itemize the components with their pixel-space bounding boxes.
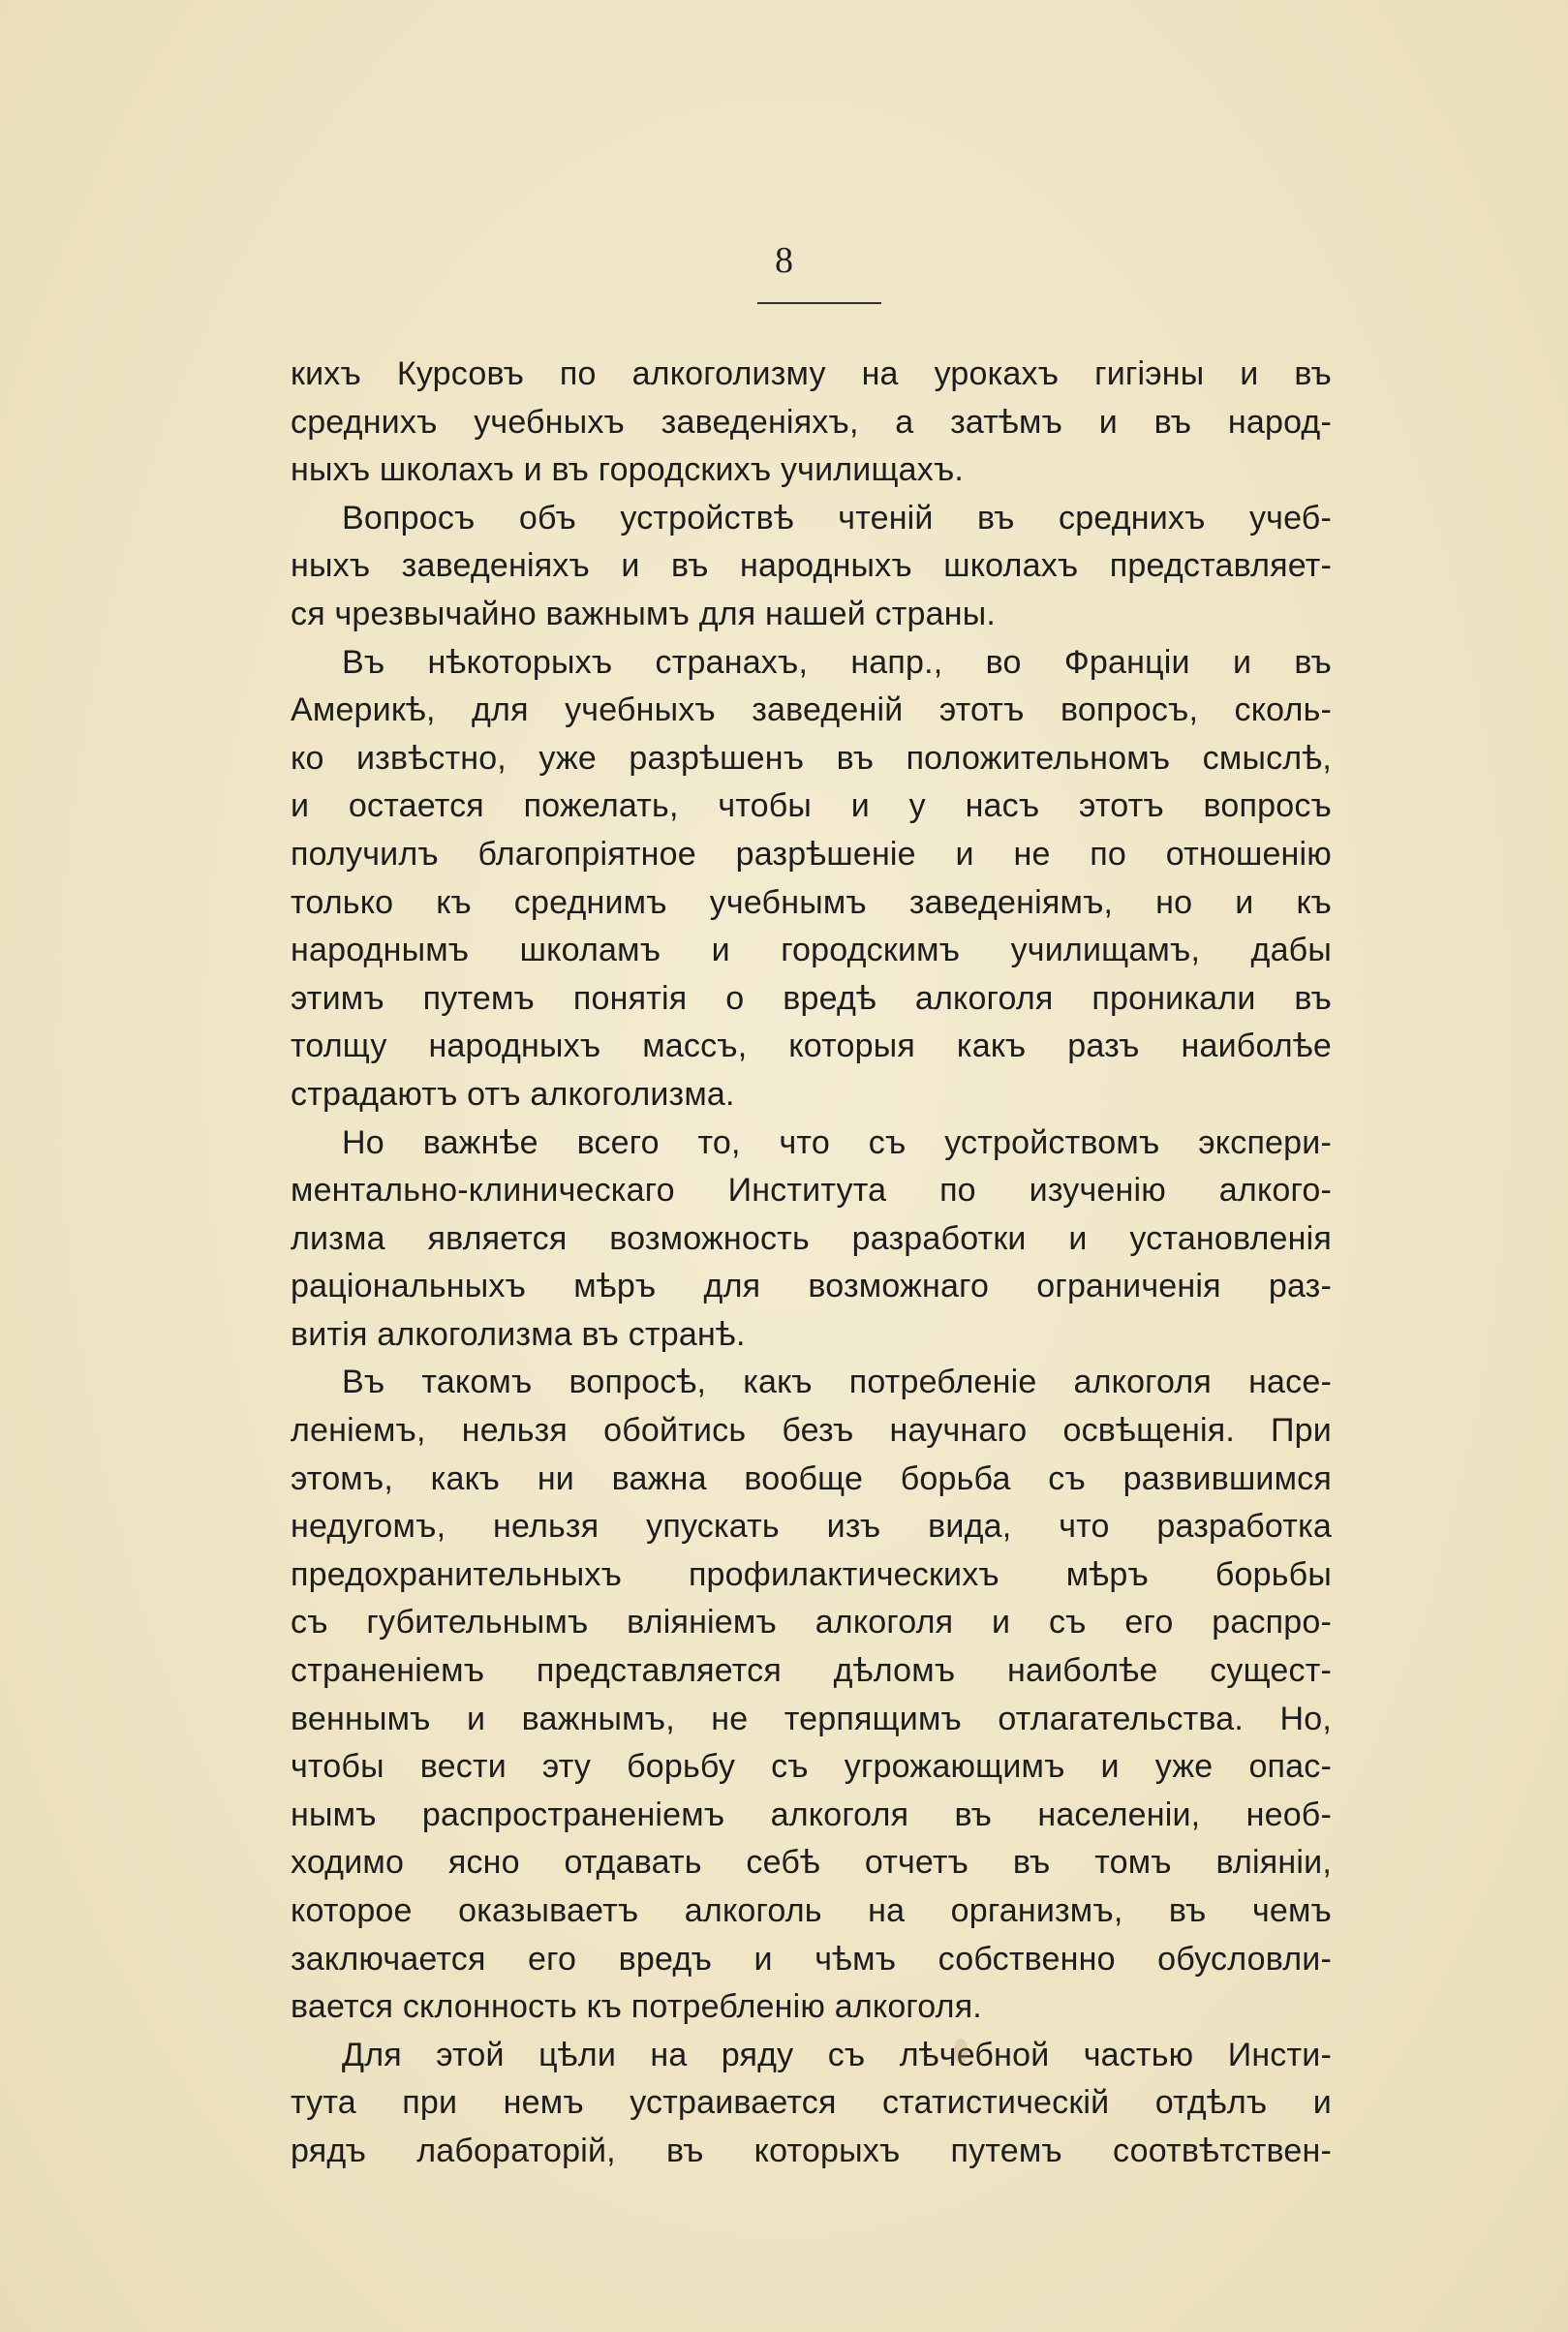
text-line: заключается его вредъ и чѣмъ собственно обусловли- [291,1940,1332,1978]
text-line: леніемъ, нельзя обойтись безъ научнаго освѣщенія. При [291,1412,1332,1450]
text-line: Въ нѣкоторыхъ странахъ, напр., во Франціи и въ [342,643,1332,681]
text-line: кихъ Курсовъ по алкоголизму на урокахъ гигіэны и въ [291,355,1332,392]
text-line: ныхъ школахъ и въ городскихъ училищахъ. [291,451,965,489]
text-line: только къ среднимъ учебнымъ заведеніямъ, но и къ [291,883,1332,921]
text-line: лизма является возможность разработки и установленія [291,1219,1332,1257]
page-number: 8 [775,240,793,281]
text-line: рядъ лабораторій, въ которыхъ путемъ соотвѣтствен- [291,2132,1332,2169]
page-number-rule [757,302,881,304]
text-line: ходимо ясно отдавать себѣ отчетъ въ томъ вліяніи, [291,1844,1332,1882]
text-line: народнымъ школамъ и городскимъ училищамъ, дабы [291,932,1332,969]
text-line: нымъ распространеніемъ алкоголя въ населеніи, необ- [291,1795,1332,1833]
text-line: чтобы вести эту борьбу съ угрожающимъ и уже опас- [291,1748,1332,1786]
text-line: и остается пожелать, чтобы и у насъ этотъ вопросъ [291,787,1332,825]
text-line: толщу народныхъ массъ, которыя какъ разъ наиболѣе [291,1028,1332,1065]
text-line: этомъ, какъ ни важна вообще борьба съ развившимся [291,1459,1332,1497]
text-line: недугомъ, нельзя упускать изъ вида, что разработка [291,1508,1332,1546]
text-line: Въ такомъ вопросѣ, какъ потребленіе алкоголя насе- [342,1364,1332,1401]
body-text [291,351,1332,2176]
text-line: Вопросъ объ устройствѣ чтеній въ среднихъ учеб- [342,499,1332,537]
text-line: которое оказываетъ алкоголь на организмъ, въ чемъ [291,1892,1332,1929]
text-line: ся чрезвычайно важнымъ для нашей страны. [291,595,996,632]
text-line: вается склонность къ потребленію алкоголя. [291,1988,982,2026]
text-line: Для этой цѣли на ряду съ лѣчебной частью Инсти- [342,2036,1332,2073]
text-line: витія алкоголизма въ странѣ. [291,1315,746,1353]
text-line: веннымъ и важнымъ, не терпящимъ отлагательства. Но, [291,1700,1332,1737]
paper-stain [954,2039,968,2064]
text-line: Но важнѣе всего то, что съ устройствомъ экспери- [342,1123,1332,1161]
text-line: тута при немъ устраивается статистическій отдѣлъ и [291,2084,1332,2122]
text-line: Америкѣ, для учебныхъ заведеній этотъ вопросъ, сколь- [291,691,1332,729]
text-line: страненіемъ представляется дѣломъ наиболѣе сущест- [291,1652,1332,1690]
text-line: раціональныхъ мѣръ для возможнаго ограниченія раз- [291,1268,1332,1305]
text-line: предохранительныхъ профилактическихъ мѣръ борьбы [291,1555,1332,1593]
text-line: страдаютъ отъ алкоголизма. [291,1075,735,1113]
text-line: этимъ путемъ понятія о вредѣ алкоголя проникали въ [291,979,1332,1017]
text-line: получилъ благопріятное разрѣшеніе и не по отношенію [291,835,1332,873]
text-line: ныхъ заведеніяхъ и въ народныхъ школахъ представляет- [291,547,1332,585]
text-line: ментально-клиническаго Института по изученію алкого- [291,1172,1332,1210]
text-line: съ губительнымъ вліяніемъ алкоголя и съ его распро- [291,1604,1332,1642]
text-line: среднихъ учебныхъ заведеніяхъ, а затѣмъ и въ народ- [291,403,1332,441]
text-line: ко извѣстно, уже разрѣшенъ въ положительномъ смыслѣ, [291,739,1332,777]
